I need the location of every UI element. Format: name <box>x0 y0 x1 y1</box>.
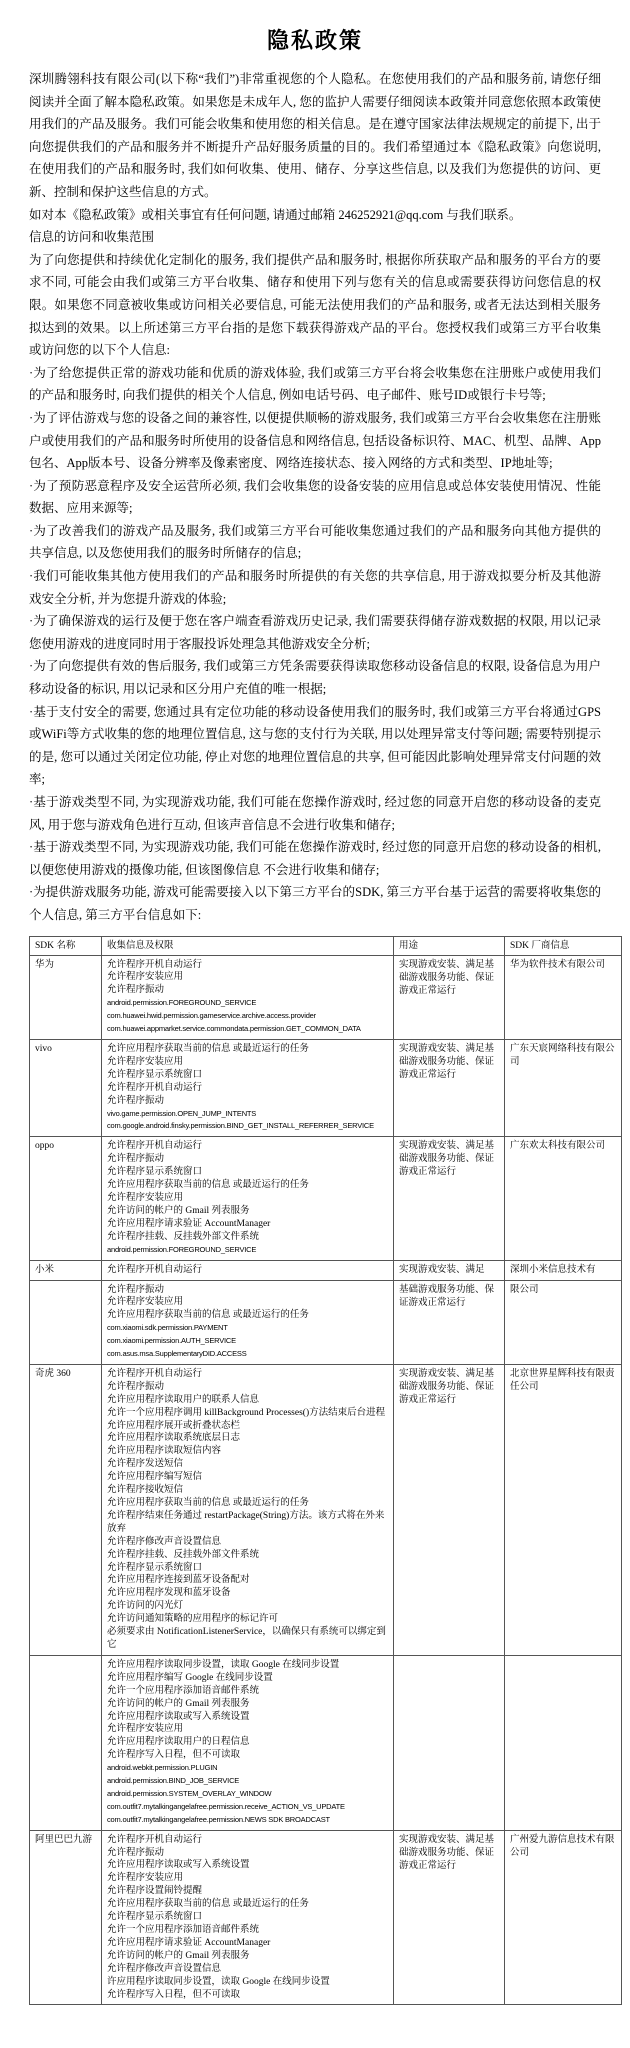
paragraph: 为了向您提供和持续优化定制化的服务, 我们提供产品和服务时, 根据你所获取产品和服务的平台方的要求不同, 可能会由我们或第三方平台收集、储存和使用下列与您有关的信息或需要获得访问您信息的权限。如果您不同意被收集或访问相关必要信息, 可能无法使用我们的产品和服务, 或者无法达到相关服务拟达到的效果。以上所述第三方平台指的是您下载获得游戏产品的平台。您授权我们或第三方平台收集或访问您的以下个人信息: <box>29 252 601 358</box>
sdk-purpose-cell: 实现游戏安装、满足基础游戏服务功能、保证游戏正常运行 <box>394 1364 505 1655</box>
permission-line: com.google.android.finsky.permission.BIND_GET_INSTALL_REFERRER_SERVICE <box>107 1121 374 1131</box>
paragraph: ·基于游戏类型不同, 为实现游戏功能, 我们可能在您操作游戏时, 经过您的同意开启您的移动设备的麦克风, 用于您与游戏角色进行互动, 但该声音信息不会进行收集和储存; <box>29 795 601 832</box>
table-row <box>30 1260 622 1280</box>
permission-line: 允许程序接收短信 <box>107 1485 184 1496</box>
permission-line: 允许应用程序获取当前的信息 或最近运行的任务 <box>107 1044 309 1054</box>
paragraph: 信息的访问和收集范围 <box>29 230 155 245</box>
permission-line: 允许程序开机自动运行 <box>107 1368 203 1379</box>
permission-line: 允许程序开机自动运行 <box>107 1141 203 1152</box>
permission-line: 允许应用程序获取当前的信息 或最近运行的任务 <box>107 1310 309 1321</box>
sdk-name-cell: 阿里巴巴九游 <box>30 1830 102 2005</box>
paragraph: ·为了改善我们的游戏产品及服务, 我们或第三方平台可能收集您通过我们的产品和服务向其他方提供的共享信息, 以及您使用我们的服务时所储存的信息; <box>29 523 601 561</box>
sdk-permissions-cell <box>102 1280 394 1364</box>
permission-line: 允许应用程序获取当前的信息 或最近运行的任务 <box>107 1899 309 1910</box>
sdk-vendor-cell: 北京世界星辉科技有限责任公司 <box>505 1364 622 1655</box>
permission-line: 允许程序结束任务通过 restartPackage(String)方法。该方式将在外来放弃 <box>107 1510 385 1534</box>
sdk-purpose-cell: 实现游戏安装、满足基础游戏服务功能、保证游戏正常运行 <box>394 1040 505 1137</box>
paragraph: 深圳腾翎科技有限公司(以下称“我们”)非常重视您的个人隐私。在您使用我们的产品和服务前, 请您仔细阅读并全面了解本隐私政策。如果您是未成年人, 您的监护人需要仔细阅读本政策并同意您依照本政策使用我们的产品及服务。我们可能会收集和使用您的相关信息。是在遵守国家法律法规规定的前提下, 出于向您提供我们的产品和服务并不断提升产品好服务质量的目的。我们希望通过本《隐私政策》向您说明, 在使用我们的产品和服务时, 我们如何收集、使用、储存、分享这些信息, 以及我们为您提供的访问、更新、控制和保护这些信息的方式。 <box>29 72 601 199</box>
permission-line: vivo.game.permission.OPEN_JUMP_INTENTS <box>107 1108 257 1118</box>
table-row <box>30 1655 622 1830</box>
sdk-permissions-cell <box>102 1364 394 1655</box>
permission-line: 允许程序安装应用 <box>107 1724 184 1735</box>
permission-line: 允许程序安装应用 <box>107 1056 184 1067</box>
permission-line: 允许应用程序编写 Google 在线同步设置 <box>107 1672 273 1683</box>
sdk-permissions-cell <box>102 1040 394 1137</box>
table-row <box>30 1040 622 1137</box>
permission-line: 允许程序开机自动运行 <box>107 1082 203 1093</box>
permission-line: com.asus.msa.SupplementaryDID.ACCESS <box>107 1349 247 1359</box>
sdk-vendor-cell: 限公司 <box>505 1280 622 1364</box>
permission-line: 允许程序显示系统窗口 <box>107 1912 203 1923</box>
table-row <box>30 1830 622 2005</box>
permission-line: 允许程序挂载、反挂载外部文件系统 <box>107 1549 260 1560</box>
permission-line: com.outfit7.mytalkingangelafree.permission.receive_ACTION_VS_UPDATE <box>107 1801 345 1811</box>
permission-line: 允许应用程序编写短信 <box>107 1472 203 1483</box>
sdk-purpose-cell: 实现游戏安装、满足基础游戏服务功能、保证游戏正常运行 <box>394 1830 505 2005</box>
permission-line: 允许应用程序读取用户的联系人信息 <box>107 1394 260 1405</box>
permission-line: 允许程序振动 <box>107 1284 165 1295</box>
sdk-vendor-cell: 广州爱九游信息技术有限公司 <box>505 1830 622 2005</box>
permission-line: 允许程序修改声音设置信息 <box>107 1963 222 1974</box>
sdk-permissions-cell <box>102 1137 394 1260</box>
sdk-table-header-row <box>30 936 622 955</box>
permission-line: 允许一个应用程序添加语音邮件系统 <box>107 1925 260 1935</box>
permission-line: 允许程序开机自动运行 <box>107 959 203 970</box>
permission-line: 允许程序振动 <box>107 1154 165 1165</box>
permission-line: 允许访问的帐户的 Gmail 列表服务 <box>107 1205 250 1216</box>
permission-line: 允许程序安装应用 <box>107 1873 184 1884</box>
permission-line: 允许一个应用程序调用 killBackground Processes()方法结束后台进程 <box>107 1407 386 1418</box>
permission-line: 允许程序振动 <box>107 1847 165 1858</box>
table-row <box>30 1364 622 1655</box>
paragraph: ·基于支付安全的需要, 您通过具有定位功能的移动设备使用我们的服务时, 我们或第三方平台将通过GPS或WiFi等方式收集的您的地理位置信息, 这与您的支付行为关联, 用以处理异常支付等问题; 需要特别提示的是, 您可以通过关闭定位功能, 停止对您的地理位置信息的共享, 但可能因此影响处理异常支付问题的效率; <box>29 704 601 787</box>
paragraph: ·为了预防恶意程序及安全运营所必须, 我们会收集您的设备安装的应用信息或总体安装使用情况、性能数据、应用来源等; <box>29 478 601 516</box>
sdk-purpose-cell: 实现游戏安装、满足基础游戏服务功能、保证游戏正常运行 <box>394 1137 505 1260</box>
sdk-vendor-cell: 华为软件技术有限公司 <box>505 955 622 1039</box>
paragraph: ·为了向您提供有效的售后服务, 我们或第三方凭条需要获得读取您移动设备信息的权限, 设备信息为用户移动设备的标识, 用以记录和区分用户充值的唯一根据; <box>29 659 601 697</box>
sdk-purpose-cell: 实现游戏安装、满足基础游戏服务功能、保证游戏正常运行 <box>394 955 505 1039</box>
sdk-vendor-cell: 广东欢太科技有限公司 <box>505 1137 622 1260</box>
permission-line: 允许一个应用程序添加语音邮件系统 <box>107 1685 260 1696</box>
permission-line: 允许程序显示系统窗口 <box>107 1167 203 1178</box>
permission-line: 允许应用程序展开或折叠状态栏 <box>107 1420 241 1431</box>
permission-line: 允许程序安装应用 <box>107 1297 184 1308</box>
permission-line: 允许应用程序请求验证 AccountManager <box>107 1937 271 1948</box>
permission-line: 允许应用程序读取同步设置，读取 Google 在线同步设置 <box>107 1659 340 1670</box>
sdk-vendor-cell: 深圳小米信息技术有 <box>505 1260 622 1280</box>
sdk-name-cell <box>30 1655 102 1830</box>
permission-line: 允许访问的帐户的 Gmail 列表服务 <box>107 1950 250 1961</box>
sdk-purpose-cell: 实现游戏安装、满足 <box>394 1260 505 1280</box>
sdk-vendor-cell: 广东天宸网络科技有限公司 <box>505 1040 622 1137</box>
permission-line: 允许程序写入日程，但不可读取 <box>107 1989 241 2000</box>
permission-line: 允许访问的闪光灯 <box>107 1601 184 1612</box>
permission-line: 允许访问的帐户的 Gmail 列表服务 <box>107 1698 250 1709</box>
sdk-name-cell <box>30 1280 102 1364</box>
sdk-permissions-cell <box>102 1830 394 2005</box>
permission-line: 允许程序振动 <box>107 985 165 996</box>
permission-line: 允许程序显示系统窗口 <box>107 1069 203 1080</box>
permission-line: 允许应用程序读取系统底层日志 <box>107 1433 241 1444</box>
permission-line: com.xiaomi.sdk.permission.PAYMENT <box>107 1323 228 1333</box>
permission-line: 允许程序振动 <box>107 1095 165 1106</box>
permission-line: 允许应用程序获取当前的信息 或最近运行的任务 <box>107 1180 309 1191</box>
policy-content <box>29 68 615 2005</box>
sdk-table-body <box>30 955 622 2005</box>
permission-line: com.huawei.hwid.permission.gameservice.archive.access.provider <box>107 1011 316 1021</box>
permission-line: 允许程序开机自动运行 <box>107 1834 203 1845</box>
paragraph: ·基于游戏类型不同, 为实现游戏功能, 我们可能在您操作游戏时, 经过您的同意开启您的移动设备的相机, 以便您使用游戏的摄像功能, 但该图像信息 不会进行收集和储存; <box>29 840 601 877</box>
paragraph: ·为了评估游戏与您的设备之间的兼容性, 以便提供顺畅的游戏服务, 我们或第三方平台会收集您在注册账户或使用我们的产品和服务时所使用的设备信息和网络信息, 包括设备标识符、MAC、机型、品牌、App包名、App版本号、设备分辨率及像素密度、网络连接状态、接入网络的方式和类型、IP地址等; <box>29 410 601 471</box>
permission-line: android.permission.FOREGROUND_SERVICE <box>107 1244 257 1254</box>
sdk-name-cell: 奇虎 360 <box>30 1364 102 1655</box>
paragraph: ·为提供游戏服务功能, 游戏可能需要接入以下第三方平台的SDK, 第三方平台基于运营的需要将收集您的个人信息, 第三方平台信息如下: <box>29 885 601 922</box>
permission-line: 允许程序修改声音设置信息 <box>107 1536 222 1547</box>
permission-line: 允许程序设置闹铃提醒 <box>107 1886 203 1897</box>
sdk-permissions-cell <box>102 1655 394 1830</box>
permission-line: 允许程序振动 <box>107 1381 165 1392</box>
sdk-name-cell: oppo <box>30 1137 102 1260</box>
permission-line: 允许应用程序读取或写入系统设置 <box>107 1860 250 1871</box>
sdk-table-header-name: SDK 名称 <box>30 936 102 955</box>
permission-line: 允许程序开机自动运行 <box>107 1264 203 1275</box>
sdk-purpose-cell: 基础游戏服务功能、保证游戏正常运行 <box>394 1280 505 1364</box>
permission-line: 允许程序写入日程，但不可读取 <box>107 1750 241 1761</box>
sdk-vendor-cell <box>505 1655 622 1830</box>
table-row <box>30 1137 622 1260</box>
permission-line: 允许应用程序读取用户的日程信息 <box>107 1737 250 1748</box>
permission-line: 允许程序安装应用 <box>107 1192 184 1203</box>
paragraph: 如对本《隐私政策》或相关事宜有任何问题, 请通过邮箱 246252921@qq.com 与我们联系。 <box>29 207 522 222</box>
sdk-permissions-cell <box>102 1260 394 1280</box>
permission-line: 允许访问通知策略的应用程序的标记许可 <box>107 1614 279 1625</box>
paragraph: ·我们可能收集其他方使用我们的产品和服务时所提供的有关您的共享信息, 用于游戏拟要分析及其他游戏安全分析, 并为您提升游戏的体验; <box>29 569 601 606</box>
permission-line: 允许应用程序发现和蓝牙设备 <box>107 1588 231 1599</box>
permission-line: com.xiaomi.permission.AUTH_SERVICE <box>107 1336 236 1346</box>
permission-line: 允许应用程序读取短信内容 <box>107 1446 222 1457</box>
sdk-name-cell: vivo <box>30 1040 102 1137</box>
paragraph: ·为了给您提供正常的游戏功能和优质的游戏体验, 我们或第三方平台将会收集您在注册账户或使用我们的产品和服务时, 向我们提供的相关个人信息, 例如电话号码、电子邮件、账号ID或银行卡号等; <box>29 365 601 403</box>
permission-line: 允许应用程序获取当前的信息 或最近运行的任务 <box>107 1498 309 1508</box>
permission-line: 必须要求由 NotificationListenerService，以确保只有系统可以绑定到它 <box>107 1627 386 1650</box>
sdk-purpose-cell <box>394 1655 505 1830</box>
permission-line: 允许程序挂载、反挂载外部文件系统 <box>107 1231 260 1242</box>
permission-line: android.webkit.permission.PLUGIN <box>107 1763 218 1773</box>
paragraph: ·为了确保游戏的运行及便于您在客户端查看游戏历史记录, 我们需要获得储存游戏数据的权限, 用以记录您使用游戏的进度同时用于客服投诉处理急其他游戏安全分析; <box>29 614 601 651</box>
sdk-name-cell: 华为 <box>30 955 102 1039</box>
sdk-name-cell: 小米 <box>30 1260 102 1280</box>
permission-line: android.permission.FOREGROUND_SERVICE <box>107 998 257 1008</box>
table-row <box>30 1280 622 1364</box>
table-row <box>30 955 622 1039</box>
permission-line: com.huawei.appmarket.service.commondata.permission.GET_COMMON_DATA <box>107 1024 361 1034</box>
sdk-table-header-vendor: SDK 厂商信息 <box>505 936 622 955</box>
permission-line: 许应用程序读取同步设置，读取 Google 在线同步设置 <box>107 1976 330 1987</box>
permission-line: 允许应用程序读取或写入系统设置 <box>107 1711 250 1722</box>
sdk-permissions-cell <box>102 955 394 1039</box>
page-title: 隐私政策 <box>266 28 363 53</box>
permission-line: 允许应用程序请求验证 AccountManager <box>107 1218 271 1229</box>
sdk-table-header-purpose: 用途 <box>394 936 505 955</box>
sdk-table-header-permissions: 收集信息及权限 <box>102 936 394 955</box>
policy-body <box>29 68 601 927</box>
permission-line: android.permission.BIND_JOB_SERVICE <box>107 1776 240 1786</box>
permission-line: 允许程序安装应用 <box>107 972 184 983</box>
permission-line: com.outfit7.mytalkingangelafree.permission.NEWS SDK BROADCAST <box>107 1814 330 1824</box>
permission-line: android.permission.SYSTEM_OVERLAY_WINDOW <box>107 1788 272 1798</box>
permission-line: 允许程序发送短信 <box>107 1459 184 1470</box>
sdk-table <box>29 936 622 2006</box>
permission-line: 允许应用程序连接到蓝牙设备配对 <box>107 1575 250 1586</box>
permission-line: 允许程序显示系统窗口 <box>107 1562 203 1573</box>
